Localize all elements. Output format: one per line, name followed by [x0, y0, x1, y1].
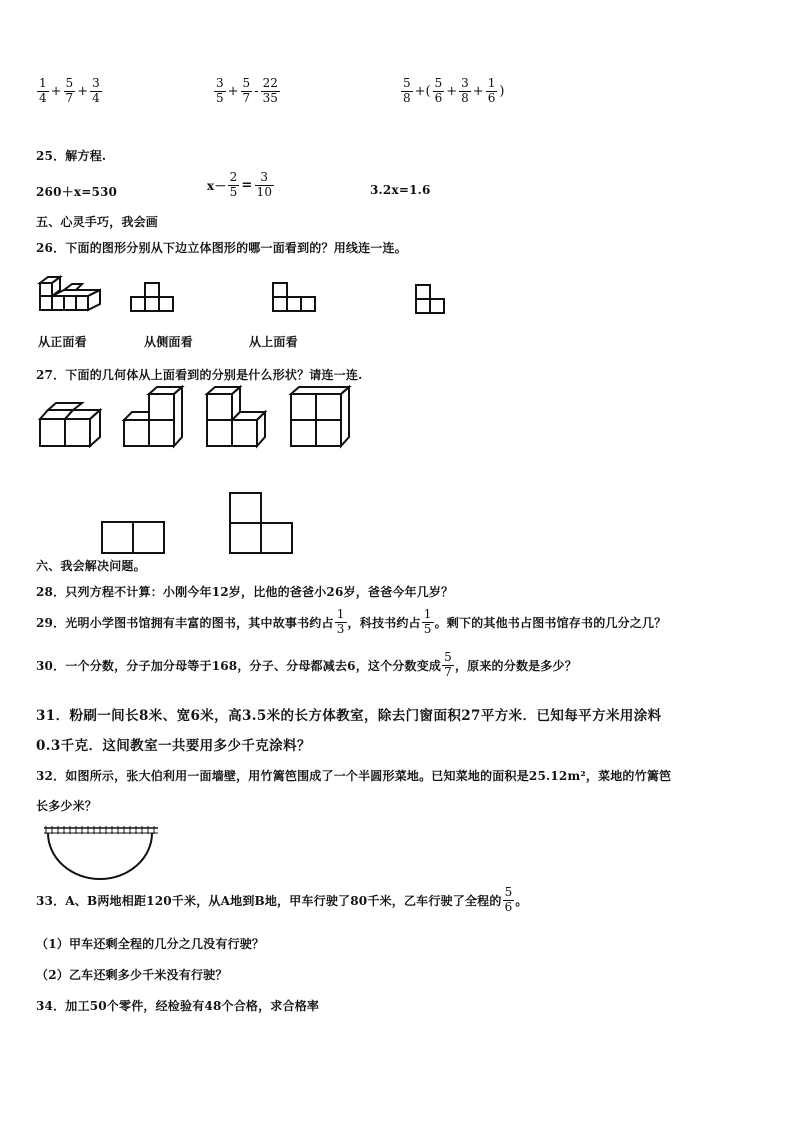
question-text: 33．A、B两地相距120千米，从A地到B地，甲车行驶了80千米，乙车行驶了全程的 — [36, 893, 502, 908]
numerator: 5 — [65, 76, 74, 90]
denominator: 35 — [262, 90, 278, 105]
numerator: 5 — [434, 76, 443, 90]
denominator: 4 — [39, 90, 47, 105]
question-text: 。 — [515, 893, 528, 908]
numerator: 1 — [336, 607, 345, 621]
view-label-side: 从侧面看 — [144, 335, 193, 349]
denominator: 7 — [444, 664, 452, 679]
view-label-top: 从上面看 — [249, 335, 298, 349]
numerator: 1 — [487, 76, 496, 90]
section-6-title: 六、我会解决问题。 — [36, 559, 146, 573]
question-31-line-1: 31．粉刷一间长8米、宽6米，高3.5米的长方体教室，除去门窗面积27平方米．已知每平方米用涂料 — [36, 708, 662, 724]
question-text: ，原来的分数是多少？ — [454, 658, 577, 673]
operator: + — [227, 83, 239, 99]
question-text: ，科技书约占 — [347, 615, 421, 630]
numerator: 5 — [242, 76, 251, 90]
denominator: 8 — [461, 90, 469, 105]
question-31-line-2: 0.3千克．这间教室一共要用多少千克涂料？ — [36, 738, 311, 754]
question-33-part-1: （1）甲车还剩全程的几分之几没有行驶？ — [36, 937, 265, 951]
operator: +( — [414, 83, 431, 99]
fence-arc — [48, 833, 152, 879]
numerator: 5 — [504, 885, 513, 899]
numerator: 22 — [262, 76, 278, 90]
question-25-title: 25．解方程. — [36, 149, 107, 163]
fraction — [503, 886, 515, 915]
numerator: 3 — [216, 76, 224, 90]
numerator: 3 — [461, 76, 469, 90]
question-32-line-1: 32．如图所示，张大伯利用一面墙壁，用竹篱笆围成了一个半圆形菜地。已知菜地的面积是25.12m²，菜地的竹篱笆 — [36, 769, 672, 783]
denominator: 5 — [216, 90, 224, 105]
denominator: 7 — [65, 90, 74, 105]
denominator: 6 — [487, 90, 496, 105]
denominator: 8 — [403, 90, 411, 105]
question-28: 28．只列方程不计算：小刚今年12岁，比他的爸爸小26岁，爸爸今年几岁？ — [36, 585, 454, 599]
wall — [44, 826, 158, 834]
question-text: 29．光明小学图书馆拥有丰富的图书，其中故事书约占 — [36, 615, 334, 630]
numerator: 5 — [403, 76, 411, 90]
numerator: 2 — [229, 170, 238, 184]
equation-1: 260＋x=530 — [36, 185, 118, 199]
denominator: 7 — [242, 90, 251, 105]
question-text: 30．一个分数，分子加分母等于168，分子、分母都减去6，这个分数变成 — [36, 658, 442, 673]
numerator: 3 — [260, 170, 269, 184]
operator: + — [77, 83, 89, 99]
denominator: 5 — [423, 621, 432, 636]
question-33 — [36, 886, 528, 915]
question-text: 。剩下的其他书占图书馆存书的几分之几？ — [434, 615, 667, 630]
operator: - — [254, 83, 259, 99]
question-34: 34．加工50个零件，经检验有48个合格，求合格率 — [36, 999, 320, 1013]
equation-3: 3.2x=1.6 — [370, 183, 431, 197]
question-26-title: 26．下面的图形分别从下边立体图形的哪一面看到的？用线连一连。 — [36, 241, 407, 255]
denominator: 6 — [504, 899, 513, 914]
operator: ) — [499, 83, 505, 99]
numerator: 5 — [444, 650, 452, 664]
operator: + — [446, 83, 458, 99]
view-label-front: 从正面看 — [38, 335, 87, 349]
equation-prefix: x－ — [207, 178, 227, 193]
question-32-line-2: 长多少米？ — [36, 799, 98, 813]
question-27-title: 27．下面的几何体从上面看到的分别是什么形状？请连一连. — [36, 368, 363, 382]
denominator: 5 — [229, 184, 238, 199]
denominator: 6 — [434, 90, 443, 105]
numerator: 3 — [92, 76, 100, 90]
equals-sign: = — [241, 177, 253, 193]
denominator: 4 — [92, 90, 100, 105]
operator: + — [472, 83, 484, 99]
operator: + — [50, 83, 62, 99]
numerator: 1 — [423, 607, 432, 621]
section-5-title: 五、心灵手巧，我会画 — [36, 215, 159, 229]
question-33-part-2: （2）乙车还剩多少千米没有行驶？ — [36, 968, 228, 982]
numerator: 1 — [39, 76, 47, 90]
denominator: 10 — [256, 184, 273, 199]
denominator: 3 — [336, 621, 345, 636]
